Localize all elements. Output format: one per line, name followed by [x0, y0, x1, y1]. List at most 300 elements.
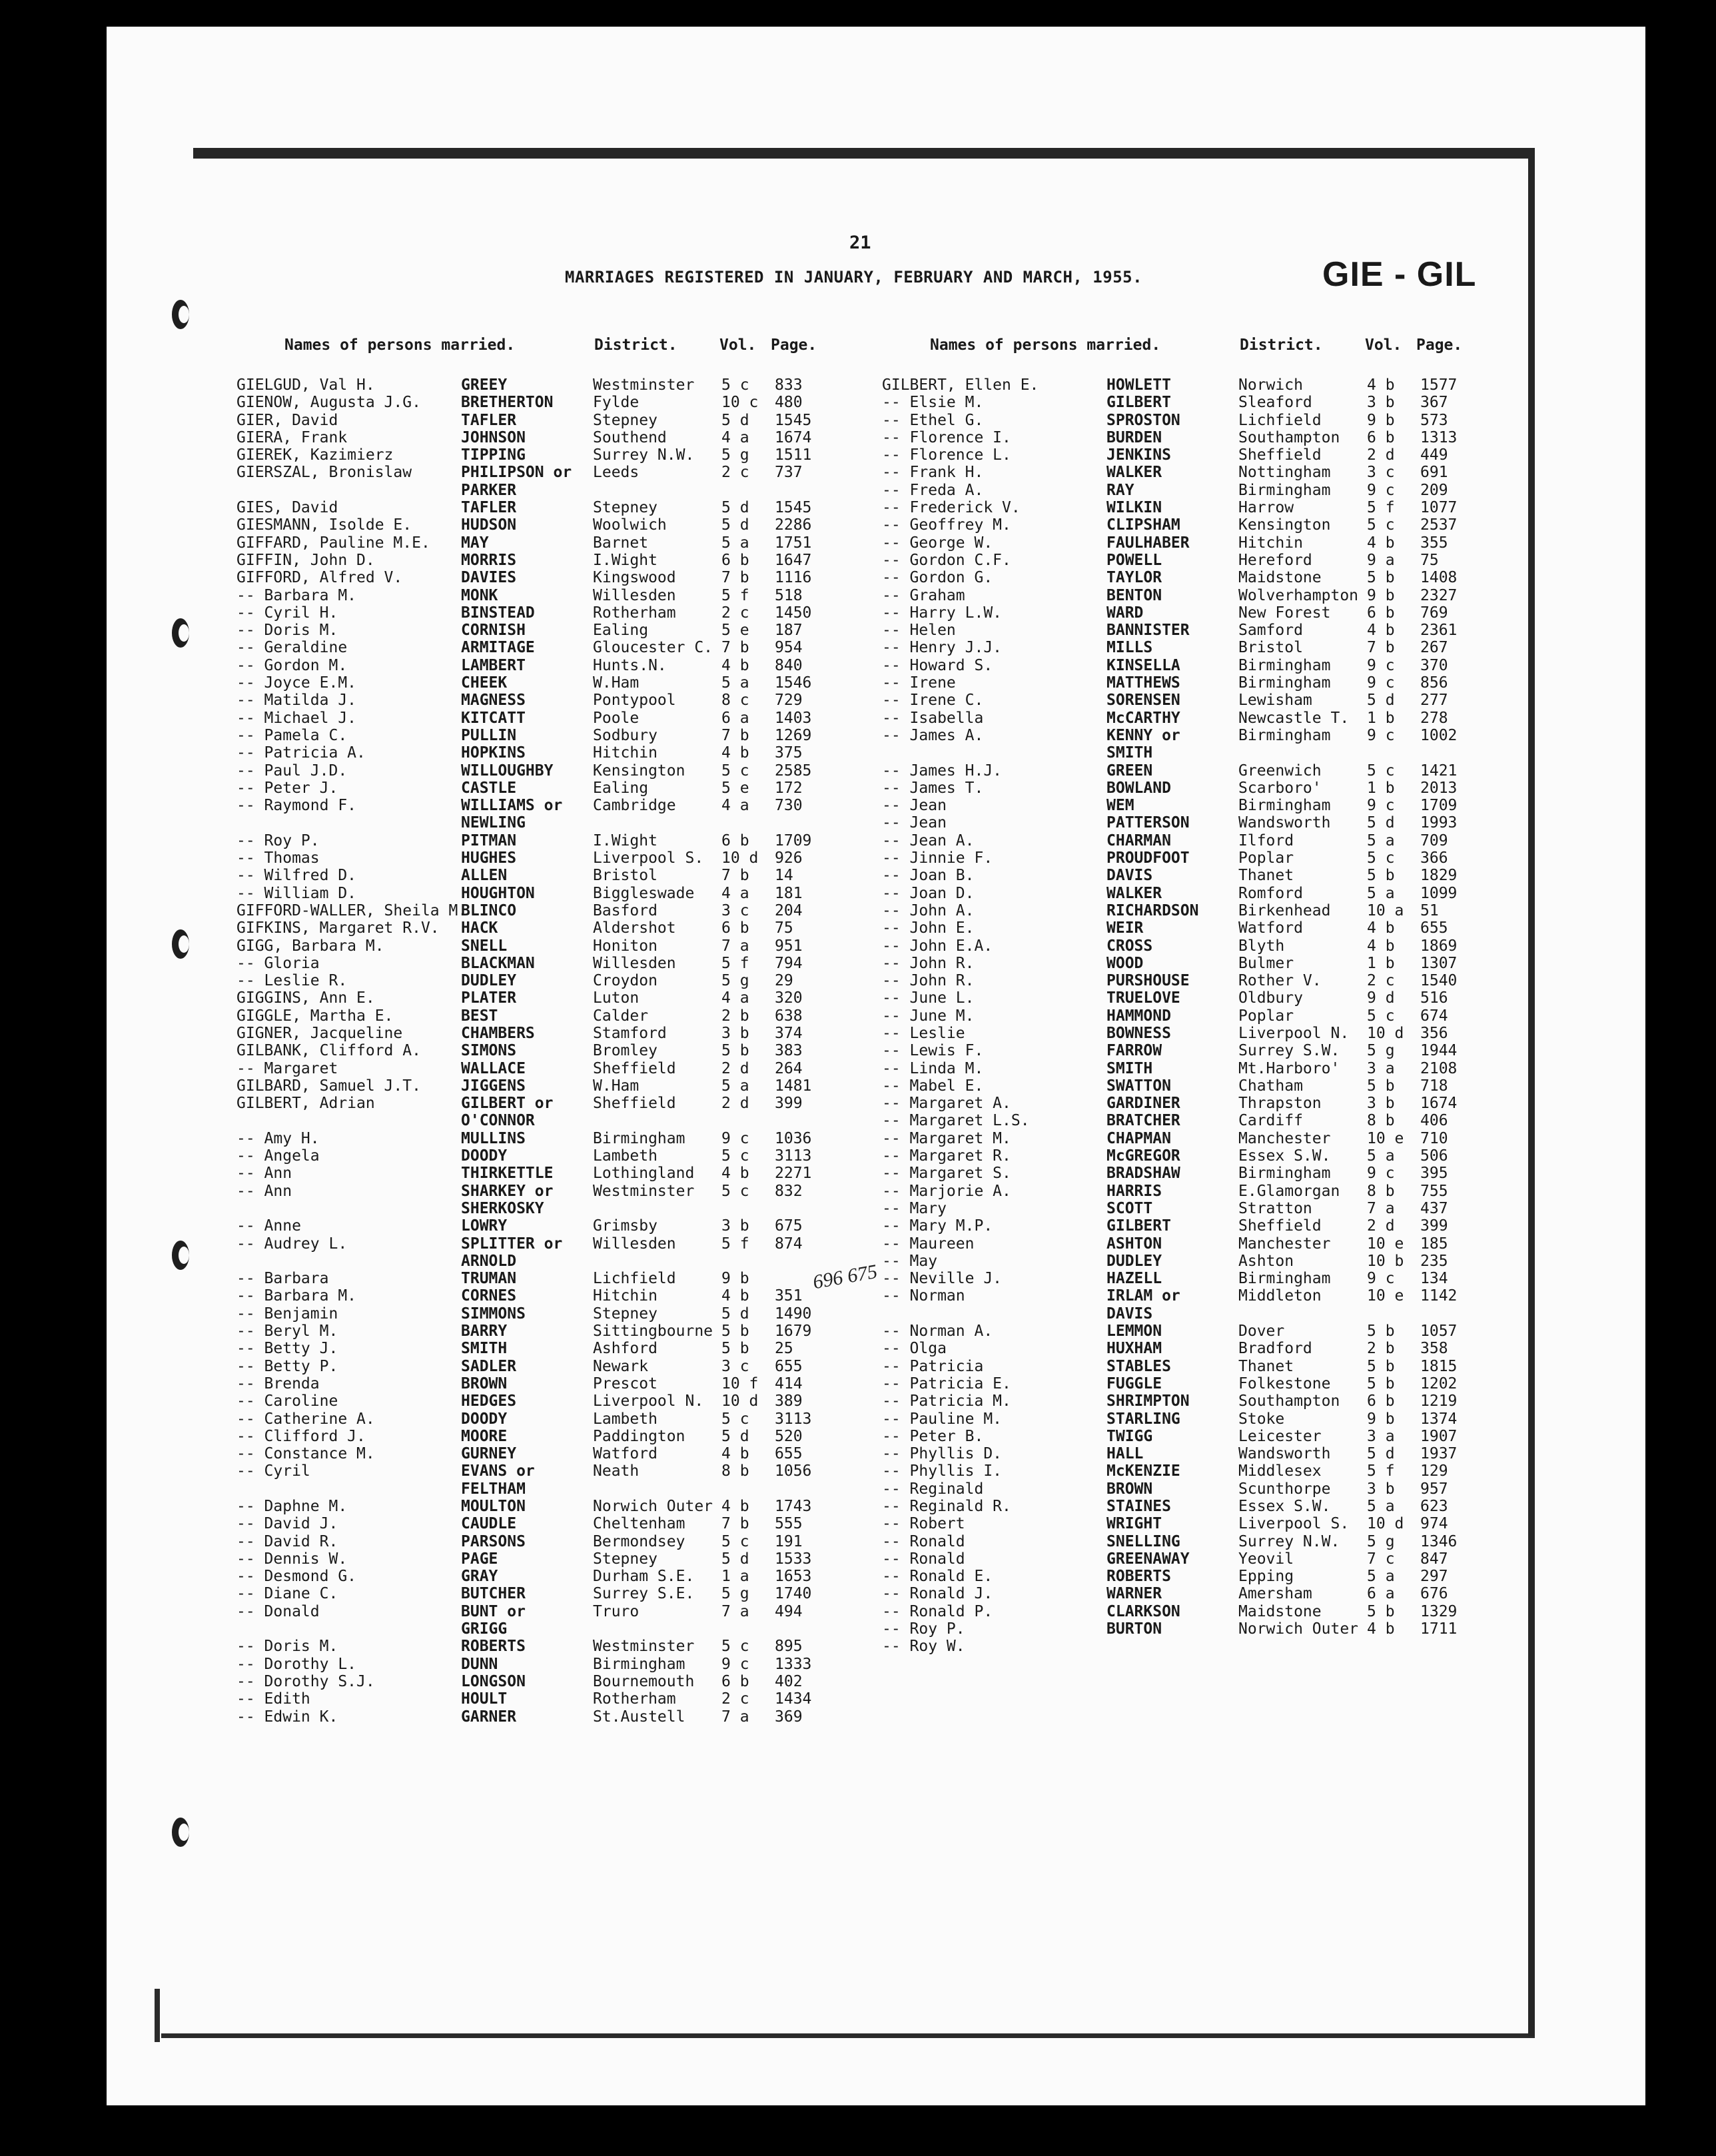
entry-district: Norwich Outer: [1238, 1620, 1359, 1638]
entry-vol: 3 a: [1367, 1059, 1395, 1077]
entry-district: Maidstone: [1238, 569, 1322, 587]
entry-name: -- Jinnie F.: [882, 849, 993, 867]
entry-spouse: LONGSON: [461, 1672, 526, 1690]
entry-district: Mt.Harboro': [1238, 1059, 1340, 1077]
entry-district: Romford: [1238, 884, 1303, 902]
entry-spouse: RAY: [1106, 481, 1134, 499]
entry-vol: 4 a: [721, 989, 749, 1007]
entry-district: Stepney: [593, 1305, 657, 1323]
entry-name: -- John E.: [882, 919, 975, 937]
entry-name: GIERSZAL, Bronislaw: [236, 464, 412, 482]
entry-page: 1647: [775, 551, 812, 569]
entry-district: Essex S.W.: [1238, 1498, 1331, 1515]
entry-page: 655: [1420, 919, 1448, 937]
entry-vol: 6 b: [721, 1672, 749, 1690]
entry-spouse: SNELL: [461, 937, 508, 955]
entry-page: 75: [1420, 551, 1439, 569]
entry-district: Wandsworth: [1238, 1445, 1331, 1463]
entry-page: 1450: [775, 604, 812, 622]
entry-vol: 7 a: [721, 1708, 749, 1726]
entry-spouse: MILLS: [1106, 639, 1153, 657]
entry-vol: 5 g: [1367, 1042, 1395, 1060]
entry-spouse: ROBERTS: [1106, 1568, 1171, 1586]
entry-district: Scunthorpe: [1238, 1480, 1331, 1498]
entry-district: Birmingham: [1238, 797, 1331, 815]
entry-spouse: WALKER: [1106, 464, 1162, 482]
entry-spouse: MOULTON: [461, 1498, 526, 1515]
scan-border-left: [155, 1989, 160, 2042]
entry-page: 1434: [775, 1690, 812, 1708]
entry-vol: 9 c: [1367, 797, 1395, 815]
entry-spouse: JOHNSON: [461, 428, 526, 446]
entry-page: 3113: [775, 1410, 812, 1428]
entry-name: -- John R.: [882, 954, 975, 972]
entry-district: Bristol: [1238, 639, 1303, 657]
entry-spouse: PHILIPSON or: [461, 464, 572, 482]
entry-district: Lichfield: [1238, 411, 1322, 429]
entry-district: W.Ham: [593, 674, 640, 692]
entry-district: Nottingham: [1238, 464, 1331, 482]
entry-district: Westminster: [593, 1638, 695, 1656]
entry-spouse: TIPPING: [461, 446, 526, 464]
entry-name: -- Gloria: [236, 954, 320, 972]
entry-name: -- Gordon M.: [236, 656, 348, 674]
entry-name: -- James H.J.: [882, 762, 1003, 780]
entry-spouse: GREENAWAY: [1106, 1550, 1190, 1568]
entry-district: Stamford: [593, 1024, 667, 1042]
entry-page: 375: [775, 744, 803, 762]
entry-vol: 5 c: [721, 1410, 749, 1428]
entry-name: -- Norman: [882, 1287, 965, 1305]
entry-vol: 3 b: [721, 1217, 749, 1235]
entry-vol: 5 a: [1367, 1568, 1395, 1586]
entry-vol: 5 c: [721, 376, 749, 394]
entry-name: -- Dorothy S.J.: [236, 1672, 375, 1690]
entry-vol: 5 g: [1367, 1532, 1395, 1550]
entry-spouse: HOPKINS: [461, 744, 526, 762]
entry-page: 1711: [1420, 1620, 1458, 1638]
entry-name: -- Neville J.: [882, 1270, 1003, 1288]
entry-page: 134: [1420, 1270, 1448, 1288]
entry-district: Norwich: [1238, 376, 1303, 394]
entry-district: Calder: [593, 1007, 649, 1025]
entry-spouse: SPROSTON: [1106, 411, 1180, 429]
entry-name: -- Donald: [236, 1602, 320, 1620]
entry-spouse: GILBERT: [1106, 1217, 1171, 1235]
entry-page: 555: [775, 1515, 803, 1533]
entry-name: -- Linda M.: [882, 1059, 984, 1077]
entry-vol: 4 b: [721, 1498, 749, 1515]
entry-district: Stepney: [593, 499, 657, 517]
entry-vol: 5 b: [1367, 1077, 1395, 1095]
entry-spouse: PULLIN: [461, 726, 517, 744]
entry-name: -- Patricia A.: [236, 744, 366, 762]
entry-district: Bulmer: [1238, 954, 1294, 972]
binder-hole-icon: [172, 618, 189, 648]
entry-page: 1815: [1420, 1357, 1458, 1375]
district-header: District.: [1240, 336, 1323, 354]
entry-district: Newcastle T.: [1238, 709, 1350, 727]
entry-page: 1944: [1420, 1042, 1458, 1060]
entry-vol: 5 b: [1367, 1374, 1395, 1392]
entry-district: Poole: [593, 709, 640, 727]
entry-name: -- Jean: [882, 814, 947, 832]
entry-name: -- Roy P.: [236, 831, 320, 849]
entry-spouse: McKENZIE: [1106, 1462, 1180, 1480]
entry-page: 1740: [775, 1585, 812, 1603]
entry-district: Westminster: [593, 376, 695, 394]
entry-page: 954: [775, 639, 803, 657]
entry-district: Southampton: [1238, 1392, 1340, 1410]
entry-name: -- Frank H.: [882, 464, 984, 482]
entry-vol: 2 d: [1367, 1217, 1395, 1235]
entry-spouse: BENTON: [1106, 586, 1162, 604]
entry-name: -- Graham: [882, 586, 965, 604]
entry-name: -- Barbara M.: [236, 586, 357, 604]
entry-spouse: BINSTEAD: [461, 604, 535, 622]
entry-vol: 5 c: [1367, 516, 1395, 534]
entry-spouse: ASHTON: [1106, 1235, 1162, 1253]
entry-spouse: BOWNESS: [1106, 1024, 1171, 1042]
entry-district: Paddington: [593, 1427, 685, 1445]
entry-vol: 2 d: [1367, 446, 1395, 464]
entry-page: 264: [775, 1059, 803, 1077]
entry-district: Prescot: [593, 1374, 657, 1392]
entry-vol: 9 c: [1367, 1270, 1395, 1288]
entry-district: Bristol: [593, 867, 657, 885]
entry-page: 2286: [775, 516, 812, 534]
entry-district: Westminster: [593, 1182, 695, 1200]
entry-spouse: HOUGHTON: [461, 884, 535, 902]
entry-vol: 5 c: [721, 762, 749, 780]
entry-page: 369: [775, 1708, 803, 1726]
entry-page: 395: [1420, 1165, 1448, 1183]
entry-name: -- Diane C.: [236, 1585, 338, 1603]
names-header: Names of persons married.: [284, 336, 516, 354]
entry-vol: 5 d: [1367, 1445, 1395, 1463]
entry-page: 737: [775, 464, 803, 482]
entry-spouse: ARMITAGE: [461, 639, 535, 657]
entry-spouse: DOODY: [461, 1147, 508, 1165]
entry-page: 1511: [775, 446, 812, 464]
entry-page: 1219: [1420, 1392, 1458, 1410]
entry-name: -- Isabella: [882, 709, 984, 727]
entry-district: Kensington: [1238, 516, 1331, 534]
entry-spouse: BOWLAND: [1106, 779, 1171, 797]
entry-name: -- Lewis F.: [882, 1042, 984, 1060]
entry-vol: 2 c: [721, 604, 749, 622]
entry-name: GIERA, Frank: [236, 428, 348, 446]
entry-district: Cambridge: [593, 797, 676, 815]
entry-page: 1829: [1420, 867, 1458, 885]
entry-vol: 5 b: [1367, 867, 1395, 885]
entry-name: -- Irene C.: [882, 692, 984, 710]
entry-district: Middleton: [1238, 1287, 1322, 1305]
entry-page: 367: [1420, 394, 1448, 412]
entry-spouse: LAMBERT: [461, 656, 526, 674]
binder-hole-icon: [172, 929, 189, 959]
entry-page: 1313: [1420, 428, 1458, 446]
entry-spouse: SNELLING: [1106, 1532, 1180, 1550]
entry-vol: 6 b: [1367, 1392, 1395, 1410]
entry-name: GIGNER, Jacqueline: [236, 1024, 403, 1042]
entry-name: -- Amy H.: [236, 1129, 320, 1147]
entry-name: -- Margaret L.S.: [882, 1112, 1030, 1130]
entry-district: Ashton: [1238, 1252, 1294, 1270]
entry-district: Greenwich: [1238, 762, 1322, 780]
entry-spouse: PARSONS: [461, 1532, 526, 1550]
entry-spouse: GARDINER: [1106, 1095, 1180, 1113]
entry-vol: 5 d: [1367, 814, 1395, 832]
entry-name: -- Phyllis I.: [882, 1462, 1003, 1480]
entry-district: Yeovil: [1238, 1550, 1294, 1568]
entry-page: 191: [775, 1532, 803, 1550]
entry-spouse: PATTERSON: [1106, 814, 1190, 832]
entry-district: Cardiff: [1238, 1112, 1303, 1130]
entry-district: Croydon: [593, 972, 657, 990]
entry-page: 406: [1420, 1112, 1448, 1130]
entry-name: -- Mary: [882, 1199, 947, 1217]
entry-spouse: HUXHAM: [1106, 1340, 1162, 1358]
entry-spouse: SWATTON: [1106, 1077, 1171, 1095]
binder-hole-icon: [172, 300, 189, 329]
entry-page: 187: [775, 622, 803, 640]
entry-spouse: WEM: [1106, 797, 1134, 815]
entry-vol: 5 e: [721, 622, 749, 640]
entry-page: 181: [775, 884, 803, 902]
entry-page: 709: [1420, 831, 1448, 849]
entry-vol: 3 b: [1367, 1480, 1395, 1498]
entry-district: Liverpool S.: [1238, 1515, 1350, 1533]
entry-page: 1709: [775, 831, 812, 849]
entry-district: Surrey N.W.: [1238, 1532, 1340, 1550]
entry-page: 1540: [1420, 972, 1458, 990]
entry-spouse: WILLIAMS or: [461, 797, 563, 815]
entry-vol: 5 c: [721, 1532, 749, 1550]
entry-page: 1577: [1420, 376, 1458, 394]
entry-name: -- Peter J.: [236, 779, 338, 797]
entry-page: 399: [1420, 1217, 1448, 1235]
entry-page: 974: [1420, 1515, 1448, 1533]
entry-name: -- Caroline: [236, 1392, 338, 1410]
entry-page: 832: [775, 1182, 803, 1200]
entry-page: 1993: [1420, 814, 1458, 832]
entry-spouse: HACK: [461, 919, 498, 937]
entry-name: -- Margaret: [236, 1059, 338, 1077]
entry-vol: 5 a: [1367, 1147, 1395, 1165]
entry-spouse: DAVIS: [1106, 1305, 1153, 1323]
entry-name: -- Betty J.: [236, 1340, 338, 1358]
entry-vol: 5 a: [721, 674, 749, 692]
entry-spouse: THIRKETTLE: [461, 1165, 554, 1183]
entry-page: 1907: [1420, 1427, 1458, 1445]
entry-district: Thanet: [1238, 1357, 1294, 1375]
entry-spouse: EVANS or: [461, 1462, 535, 1480]
entry-page: 2537: [1420, 516, 1458, 534]
entry-name: GIFFORD, Alfred V.: [236, 569, 403, 587]
entry-page: 494: [775, 1602, 803, 1620]
entry-name: -- William D.: [236, 884, 357, 902]
entry-vol: 4 b: [1367, 1620, 1395, 1638]
entry-spouse: ROBERTS: [461, 1638, 526, 1656]
entry-vol: 5 f: [1367, 499, 1395, 517]
entry-page: 1869: [1420, 937, 1458, 955]
entry-page: 1374: [1420, 1410, 1458, 1428]
entry-name: -- Leslie: [882, 1024, 965, 1042]
entry-name: -- Pauline M.: [882, 1410, 1003, 1428]
entry-district: Birmingham: [1238, 674, 1331, 692]
entry-spouse: CASTLE: [461, 779, 517, 797]
entry-district: Poplar: [1238, 849, 1294, 867]
entry-vol: 3 a: [1367, 1427, 1395, 1445]
entry-vol: 5 b: [721, 1042, 749, 1060]
entry-district: Birmingham: [1238, 656, 1331, 674]
entry-spouse: GRIGG: [461, 1620, 508, 1638]
entry-district: Samford: [1238, 622, 1303, 640]
entry-spouse: FARROW: [1106, 1042, 1162, 1060]
entry-vol: 9 d: [1367, 989, 1395, 1007]
entry-spouse: WALLACE: [461, 1059, 526, 1077]
entry-district: Birmingham: [593, 1129, 685, 1147]
entry-district: Liverpool N.: [593, 1392, 704, 1410]
entry-vol: 3 c: [721, 901, 749, 919]
entry-district: Ilford: [1238, 831, 1294, 849]
entry-district: Thanet: [1238, 867, 1294, 885]
entry-name: -- Mabel E.: [882, 1077, 984, 1095]
entry-page: 1545: [775, 499, 812, 517]
entry-district: Birkenhead: [1238, 901, 1331, 919]
entry-vol: 7 a: [1367, 1199, 1395, 1217]
entry-spouse: GRAY: [461, 1568, 498, 1586]
entry-vol: 5 c: [721, 1638, 749, 1656]
entry-page: 655: [775, 1445, 803, 1463]
entry-district: Stratton: [1238, 1199, 1312, 1217]
entry-page: 1653: [775, 1568, 812, 1586]
entry-district: Birmingham: [1238, 1270, 1331, 1288]
entry-name: -- Barbara M.: [236, 1287, 357, 1305]
entry-page: 437: [1420, 1199, 1448, 1217]
entry-spouse: BURDEN: [1106, 428, 1162, 446]
entry-spouse: SIMONS: [461, 1042, 517, 1060]
entry-page: 638: [775, 1007, 803, 1025]
entry-page: 351: [775, 1287, 803, 1305]
entry-page: 951: [775, 937, 803, 955]
entry-vol: 4 b: [1367, 937, 1395, 955]
entry-spouse: BLINCO: [461, 901, 517, 919]
entry-district: Bromley: [593, 1042, 657, 1060]
entry-name: -- Paul J.D.: [236, 762, 348, 780]
entry-district: Norwich Outer: [593, 1498, 713, 1515]
entry-page: 840: [775, 656, 803, 674]
entry-vol: 8 b: [1367, 1182, 1395, 1200]
entry-name: -- John A.: [882, 901, 975, 919]
entry-district: Southend: [593, 428, 667, 446]
entry-spouse: LEMMON: [1106, 1323, 1162, 1341]
entry-page: 172: [775, 779, 803, 797]
scan-border-right: [1528, 151, 1535, 2036]
entry-spouse: FELTHAM: [461, 1480, 526, 1498]
entry-district: Pontypool: [593, 692, 676, 710]
entry-vol: 4 b: [721, 744, 749, 762]
entry-spouse: CHARMAN: [1106, 831, 1171, 849]
entry-page: 1937: [1420, 1445, 1458, 1463]
entry-spouse: PURSHOUSE: [1106, 972, 1190, 990]
entry-page: 957: [1420, 1480, 1448, 1498]
entry-page: 573: [1420, 411, 1448, 429]
entry-district: Watford: [1238, 919, 1303, 937]
entry-page: 129: [1420, 1462, 1448, 1480]
entry-page: 1099: [1420, 884, 1458, 902]
entry-spouse: BEST: [461, 1007, 498, 1025]
entry-name: -- Cyril H.: [236, 604, 338, 622]
entry-vol: 8 b: [721, 1462, 749, 1480]
entry-page: 1408: [1420, 569, 1458, 587]
entry-name: -- David R.: [236, 1532, 338, 1550]
entry-name: -- Frederick V.: [882, 499, 1021, 517]
entry-name: -- Ann: [236, 1182, 292, 1200]
entry-name: -- Ronald J.: [882, 1585, 993, 1603]
entry-spouse: SORENSEN: [1106, 692, 1180, 710]
binder-hole-icon: [172, 1818, 189, 1847]
entry-spouse: PLATER: [461, 989, 517, 1007]
entry-name: GIFFARD, Pauline M.E.: [236, 534, 430, 552]
vol-header: Vol.: [1365, 336, 1402, 354]
entry-page: 356: [1420, 1024, 1448, 1042]
entry-vol: 6 b: [721, 831, 749, 849]
entry-vol: 10 a: [1367, 901, 1404, 919]
entry-vol: 10 f: [721, 1374, 759, 1392]
entry-district: Rotherham: [593, 1690, 676, 1708]
entry-spouse: SADLER: [461, 1357, 517, 1375]
entry-vol: 5 b: [721, 1340, 749, 1358]
entry-name: -- Roy P.: [882, 1620, 965, 1638]
entry-district: Lewisham: [1238, 692, 1312, 710]
entry-name: GIENOW, Augusta J.G.: [236, 394, 421, 412]
entry-name: GIFKINS, Margaret R.V.: [236, 919, 440, 937]
names-header: Names of persons married.: [930, 336, 1161, 354]
entry-name: GIGGINS, Ann E.: [236, 989, 375, 1007]
entry-vol: 5 e: [721, 779, 749, 797]
entry-page: 1545: [775, 411, 812, 429]
entry-spouse: BURTON: [1106, 1620, 1162, 1638]
entry-vol: 7 b: [721, 639, 749, 657]
entry-name: -- Patricia E.: [882, 1374, 1011, 1392]
entry-name: GILBERT, Adrian: [236, 1095, 375, 1113]
entry-spouse: PITMAN: [461, 831, 517, 849]
entry-name: -- Ronald P.: [882, 1602, 993, 1620]
entry-name: -- John R.: [882, 972, 975, 990]
entry-vol: 5 b: [721, 1323, 749, 1341]
entry-district: Wolverhampton: [1238, 586, 1359, 604]
entry-page: 3113: [775, 1147, 812, 1165]
entry-name: -- Clifford J.: [236, 1427, 366, 1445]
entry-district: Manchester: [1238, 1235, 1331, 1253]
entry-page: 856: [1420, 674, 1448, 692]
entry-spouse: BRADSHAW: [1106, 1165, 1180, 1183]
index-range-label: GIE - GIL: [1322, 255, 1477, 294]
entry-vol: 10 c: [721, 394, 759, 412]
entry-name: -- Gordon G.: [882, 569, 993, 587]
entry-page: 51: [1420, 901, 1439, 919]
entry-vol: 1 b: [1367, 779, 1395, 797]
entry-page: 2327: [1420, 586, 1458, 604]
entry-page: 1679: [775, 1323, 812, 1341]
vol-header: Vol.: [719, 336, 757, 354]
entry-page: 235: [1420, 1252, 1448, 1270]
entry-spouse: McGREGOR: [1106, 1147, 1180, 1165]
entry-district: Thrapston: [1238, 1095, 1322, 1113]
entry-name: -- Doris M.: [236, 622, 338, 640]
